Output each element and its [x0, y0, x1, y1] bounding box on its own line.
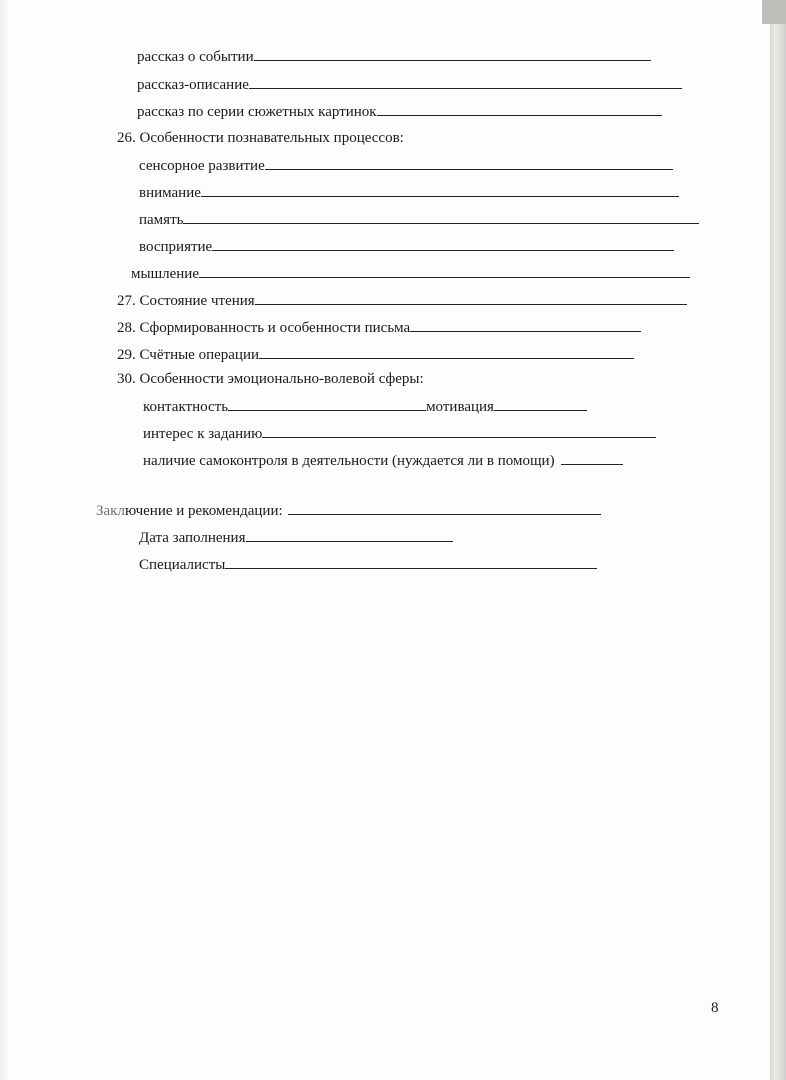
- page-number: 8: [711, 1000, 719, 1016]
- field-label-motivation: мотивация: [426, 399, 494, 415]
- section-heading-text: 26. Особенности познавательных процессов:: [117, 130, 404, 146]
- blank-line[interactable]: [246, 527, 453, 542]
- field-label: восприятие: [139, 239, 213, 255]
- blank-line[interactable]: [288, 500, 601, 515]
- field-description-story: [137, 74, 682, 95]
- blank-line[interactable]: [201, 182, 679, 197]
- field-perception: [139, 236, 674, 257]
- field-task-interest: [143, 423, 656, 444]
- blank-line[interactable]: [225, 554, 597, 569]
- field-label: внимание: [139, 185, 201, 201]
- blank-line[interactable]: [228, 396, 426, 411]
- field-label: 27. Состояние чтения: [117, 293, 255, 309]
- field-counting-operations: [117, 344, 634, 365]
- faded-text-prefix: Закл: [96, 503, 125, 519]
- field-contact-motivation: [143, 396, 587, 417]
- field-label: рассказ по серии сюжетных картинок: [137, 104, 377, 120]
- blank-line[interactable]: [377, 101, 662, 116]
- scan-edge: [770, 0, 786, 1080]
- blank-line[interactable]: [199, 263, 690, 278]
- blank-line[interactable]: [255, 290, 687, 305]
- blank-line[interactable]: [410, 317, 641, 332]
- blank-line[interactable]: [265, 155, 673, 170]
- field-sensory-development: [139, 155, 673, 176]
- field-label: Специалисты: [139, 557, 226, 573]
- section-heading-text: 30. Особенности эмоционально-волевой сферы:: [117, 371, 424, 387]
- field-thinking: [131, 263, 690, 284]
- field-memory: [139, 209, 699, 230]
- field-label: 29. Счётные операции: [117, 347, 260, 363]
- field-attention: [139, 182, 679, 203]
- blank-line[interactable]: [183, 209, 699, 224]
- blank-line[interactable]: [494, 396, 587, 411]
- field-label: 28. Сформированность и особенности письма: [117, 320, 411, 336]
- blank-line[interactable]: [262, 423, 656, 438]
- blank-line[interactable]: [249, 74, 682, 89]
- field-label: сенсорное развитие: [139, 158, 265, 174]
- scan-edge-corner: [762, 0, 786, 24]
- field-label: контактность: [143, 399, 229, 415]
- scan-shadow: [0, 0, 10, 1080]
- section-30-heading: [117, 369, 424, 389]
- field-event-story: [137, 46, 651, 67]
- blank-line[interactable]: [259, 344, 634, 359]
- field-writing-formation: [117, 317, 641, 338]
- blank-line[interactable]: [254, 46, 651, 61]
- field-self-control: [143, 450, 623, 471]
- field-label: Дата заполнения: [139, 530, 246, 546]
- section-26-heading: [117, 128, 404, 148]
- field-reading-state: [117, 290, 687, 311]
- field-label: рассказ о событии: [137, 49, 254, 65]
- field-specialists: [139, 554, 597, 575]
- field-label: интерес к заданию: [143, 426, 263, 442]
- field-label: мышление: [131, 266, 199, 282]
- field-label: рассказ-описание: [137, 77, 249, 93]
- field-label: ючение и рекомендации:: [124, 503, 283, 519]
- field-label: память: [139, 212, 184, 228]
- field-label: наличие самоконтроля в деятельности (нуждается ли в помощи): [143, 453, 555, 469]
- field-picture-series-story: [137, 101, 662, 122]
- blank-line[interactable]: [212, 236, 674, 251]
- field-fill-date: [139, 527, 453, 548]
- field-conclusion: [96, 500, 601, 521]
- blank-line[interactable]: [561, 450, 623, 465]
